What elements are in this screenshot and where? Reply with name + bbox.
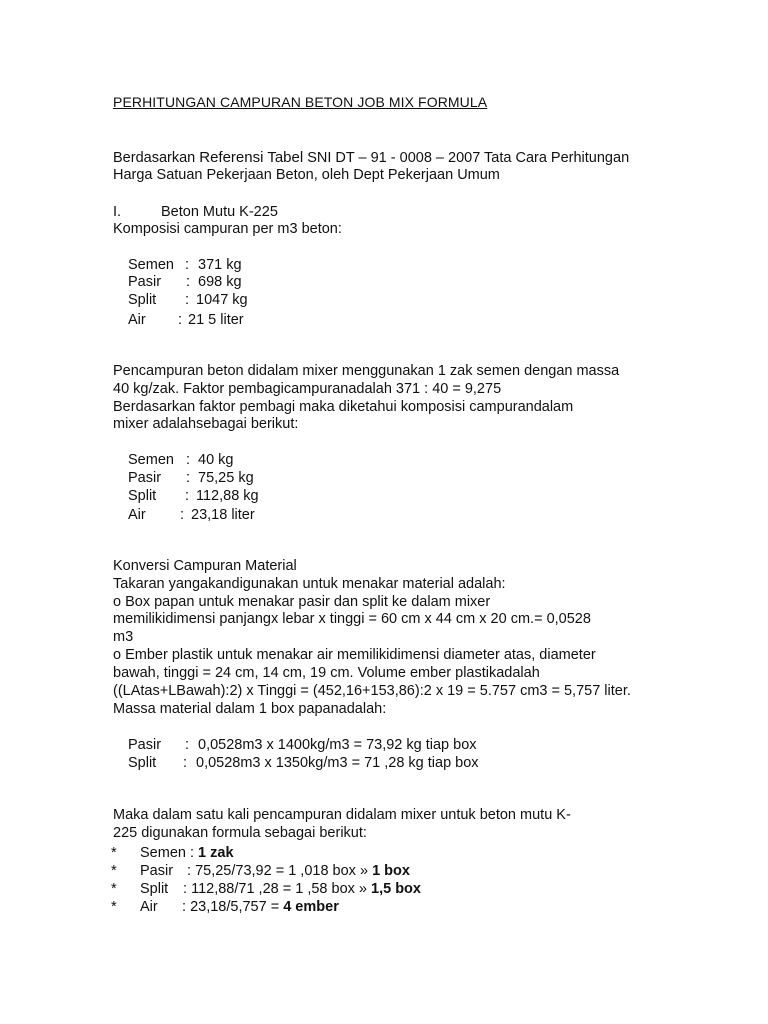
formula-result-semen: 1 zak [198, 845, 234, 861]
intro-reference-standard: SNI DT – 91 - 0008 – 2007 Tata Cara Perhitungan [303, 150, 630, 166]
mixer-value-pasir: 75,25 kg [198, 470, 254, 486]
formula-text-line-2: 225 digunakan formula sebagai berikut: [113, 825, 367, 841]
formula-label-split: Split [140, 881, 169, 897]
composition-label-split: Split [128, 292, 157, 308]
formula-bullet: * [111, 845, 117, 861]
intro-line-1 [113, 149, 629, 167]
mixer-value-split: 112,88 kg [196, 488, 259, 504]
composition-label-air: Air [128, 312, 146, 328]
formula-result-pasir: 1 box [372, 863, 410, 879]
composition-sep: : [185, 257, 190, 273]
mixer-text-line-4: mixer adalahsebagai berikut: [113, 416, 299, 432]
box-mass-sep: : [183, 755, 188, 771]
formula-calc-split: : 112,88/71 ,28 = 1 ,58 box » [179, 881, 372, 897]
composition-label-semen: Semen [128, 257, 174, 273]
konversi-line-3: o Box papan untuk menakar pasir dan split ke dalam mixer [113, 594, 491, 610]
formula-item-split [140, 880, 421, 898]
mixer-text-line-2: 40 kg/zak. Faktor pembagicampuranadalah 371 : 40 = 9,275 [113, 381, 502, 397]
formula-calc-semen: : [185, 845, 199, 861]
composition-value-air: 21 5 liter [188, 312, 244, 328]
formula-label-pasir: Pasir [140, 863, 174, 879]
section-subheading: Komposisi campuran per m3 beton: [113, 221, 342, 237]
intro-prefix: Berdasarkan [113, 150, 200, 166]
mixer-label-pasir: Pasir [128, 470, 162, 486]
section-heading: Beton Mutu K-225 [161, 204, 278, 220]
formula-label-air: Air [140, 899, 158, 915]
konversi-line-4: memilikidimensi panjangx lebar x tinggi = 60 cm x 44 cm x 20 cm.= 0,0528 [113, 611, 591, 627]
formula-result-split: 1,5 box [371, 881, 421, 897]
formula-bullet: * [111, 881, 117, 897]
formula-label-semen: Semen [140, 845, 186, 861]
composition-value-split: 1047 kg [196, 292, 248, 308]
mixer-text-line-1: Pencampuran beton didalam mixer menggunakan 1 zak semen dengan massa [113, 363, 620, 379]
konversi-line-1: Konversi Campuran Material [113, 558, 297, 574]
konversi-line-7: bawah, tinggi = 24 cm, 14 cm, 19 cm. Volume ember plastikadalah [113, 665, 540, 681]
formula-result-air: 4 ember [283, 899, 339, 915]
formula-bullet: * [111, 863, 117, 879]
formula-item-pasir [140, 862, 410, 880]
section-numeral: I. [113, 204, 122, 220]
box-mass-value-split: 0,0528m3 x 1350kg/m3 = 71 ,28 kg tiap box [196, 755, 479, 771]
box-mass-label-pasir: Pasir [128, 737, 162, 753]
composition-sep: : [178, 312, 183, 328]
intro-reference-emphasis: Referensi Tabel [199, 149, 304, 166]
mixer-label-semen: Semen [128, 452, 174, 468]
formula-text-line-1: Maka dalam satu kali pencampuran didalam mixer untuk beton mutu K- [113, 807, 571, 823]
mixer-value-air: 23,18 liter [191, 507, 255, 523]
konversi-line-6: o Ember plastik untuk menakar air memilikidimensi diameter atas, diameter [113, 647, 596, 663]
konversi-line-2: Takaran yangakandigunakan untuk menakar material adalah: [113, 576, 506, 592]
box-mass-label-split: Split [128, 755, 157, 771]
konversi-line-9: Massa material dalam 1 box papanadalah: [113, 701, 387, 717]
formula-calc-pasir: : 75,25/73,92 = 1 ,018 box » [183, 863, 373, 879]
composition-value-semen: 371 kg [198, 257, 242, 273]
composition-sep: : [185, 292, 190, 308]
mixer-sep: : [186, 470, 191, 486]
mixer-sep: : [186, 452, 191, 468]
box-mass-sep: : [185, 737, 190, 753]
formula-item-semen [140, 844, 234, 862]
formula-item-air [140, 898, 339, 916]
konversi-line-5: m3 [113, 629, 134, 645]
mixer-label-split: Split [128, 488, 157, 504]
konversi-line-8: ((LAtas+LBawah):2) x Tinggi = (452,16+153,86):2 x 19 = 5.757 cm3 = 5,757 liter. [113, 683, 631, 699]
composition-label-pasir: Pasir [128, 274, 162, 290]
mixer-sep: : [180, 507, 185, 523]
formula-bullet: * [111, 899, 117, 915]
mixer-text-line-3: Berdasarkan faktor pembagi maka diketahui komposisi campurandalam [113, 399, 574, 415]
mixer-label-air: Air [128, 507, 146, 523]
mixer-value-semen: 40 kg [198, 452, 234, 468]
composition-sep: : [186, 274, 191, 290]
document-title: PERHITUNGAN CAMPURAN BETON JOB MIX FORMULA [113, 94, 488, 110]
composition-value-pasir: 698 kg [198, 274, 242, 290]
formula-calc-air: : 23,18/5,757 = [178, 899, 284, 915]
box-mass-value-pasir: 0,0528m3 x 1400kg/m3 = 73,92 kg tiap box [198, 737, 477, 753]
mixer-sep: : [185, 488, 190, 504]
intro-line-2: Harga Satuan Pekerjaan Beton, oleh Dept Pekerjaan Umum [113, 167, 500, 183]
